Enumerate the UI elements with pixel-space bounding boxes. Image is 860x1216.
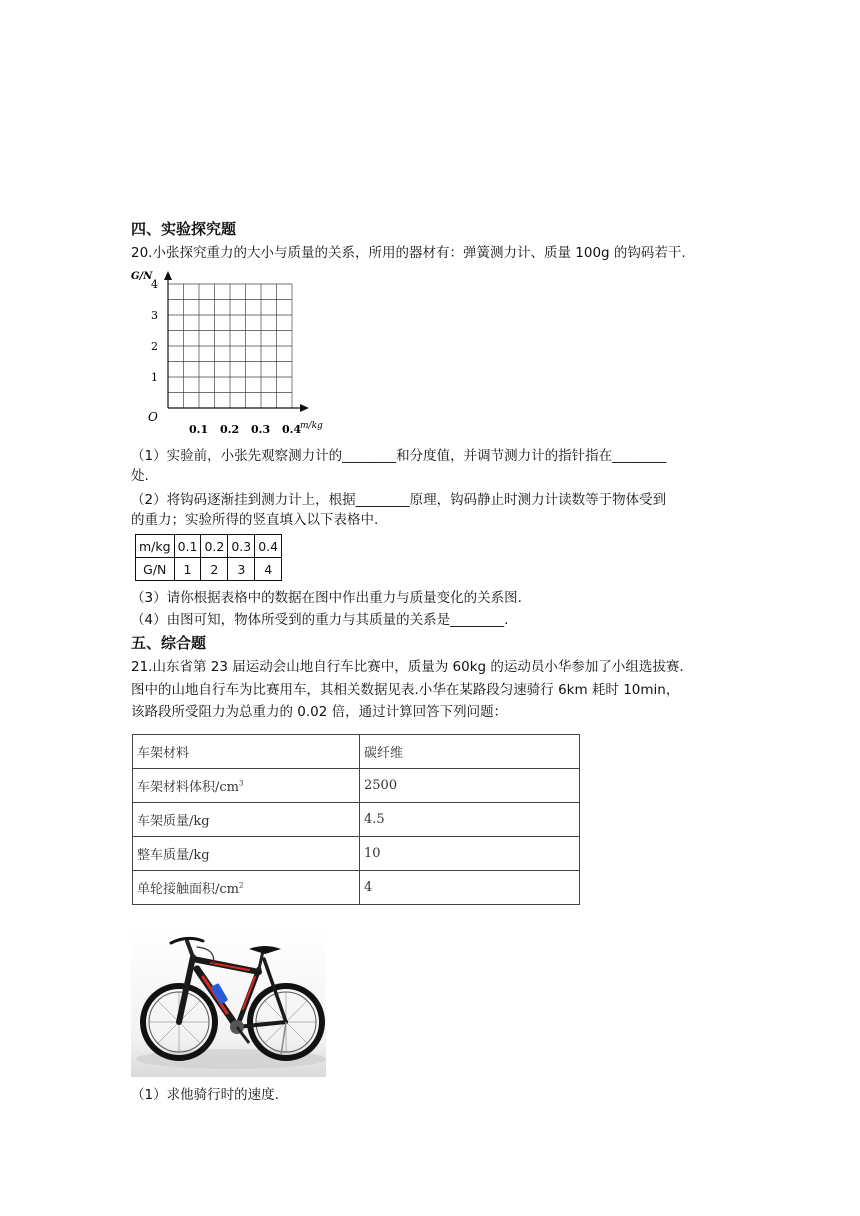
table-cell: 3 <box>228 558 255 581</box>
bike-data-table <box>132 734 580 905</box>
table-cell-value: 碳纤维 <box>360 735 580 769</box>
table-row <box>133 837 580 871</box>
y-axis-label: G/N <box>131 271 153 282</box>
table-cell-label: 车架材料体积$/cm^3$ <box>133 769 360 803</box>
question-20-part-1-line-1: （1）实验前，小张先观察测力计的________和分度值，并调节测力计的指针指在________ <box>131 448 667 464</box>
table-cell: 0.3 <box>228 535 255 558</box>
weight-mass-graph <box>128 268 323 440</box>
y-tick-label: 3 <box>151 309 158 322</box>
question-21-line-2: 图中的山地自行车为比赛用车，其相关数据见表.小华在某路段匀速骑行 6km 耗时 10min， <box>131 682 680 698</box>
table-cell-value: 4.5 <box>360 803 580 837</box>
y-tick-label: 4 <box>151 278 158 291</box>
question-21-line-1: 21.山东省第 23 届运动会山地自行车比赛中，质量为 60kg 的运动员小华参加了小组选拔赛. <box>131 659 684 675</box>
x-tick-label: 0.4 <box>282 423 302 436</box>
x-tick-label: 0.3 <box>251 423 271 436</box>
table-cell: 0.2 <box>201 535 228 558</box>
table-row <box>133 769 580 803</box>
section-heading-comprehensive: 五、综合题 <box>131 634 207 652</box>
table-cell-label: 车架质量/kg <box>133 803 360 837</box>
question-20-part-4: （4）由图可知，物体所受到的重力与其质量的关系是________. <box>131 612 509 628</box>
table-cell: G/N <box>136 558 175 581</box>
x-axis-arrow-icon <box>300 404 309 412</box>
table-cell: 0.4 <box>255 535 282 558</box>
table-cell: 0.1 <box>174 535 201 558</box>
table-row <box>136 535 282 558</box>
table-row <box>136 558 282 581</box>
mass-weight-table <box>135 534 282 581</box>
table-row <box>133 735 580 769</box>
mountain-bike-image <box>131 927 326 1077</box>
y-tick-label: 2 <box>151 340 158 353</box>
table-row <box>133 803 580 837</box>
table-cell-label: 整车质量/kg <box>133 837 360 871</box>
table-cell-value: 2500 <box>360 769 580 803</box>
question-20-part-2-line-2: 的重力；实验所得的竖直填入以下表格中. <box>131 512 379 528</box>
section-heading-experiment: 四、实验探究题 <box>131 220 237 238</box>
y-axis-arrow-icon <box>164 271 172 280</box>
x-axis-label: m/kg <box>300 421 323 431</box>
y-tick-label: 1 <box>151 371 158 384</box>
question-20-part-2-line-1: （2）将钩码逐渐挂到测力计上，根据________原理，钩码静止时测力计读数等于物体受到 <box>131 492 667 508</box>
table-cell-value: 10 <box>360 837 580 871</box>
origin-label: O <box>148 410 158 424</box>
question-20-intro: 20.小张探究重力的大小与质量的关系，所用的器材有：弹簧测力计、质量 100g 的钩码若干. <box>131 245 686 261</box>
question-21-line-3: 该路段所受阻力为总重力的 0.02 倍，通过计算回答下列问题： <box>131 704 508 720</box>
table-row <box>133 871 580 905</box>
table-cell-value: 4 <box>360 871 580 905</box>
question-20-part-3: （3）请你根据表格中的数据在图中作出重力与质量变化的关系图. <box>131 590 522 606</box>
table-cell: 2 <box>201 558 228 581</box>
table-cell-label: 车架材料 <box>133 735 360 769</box>
table-cell: 4 <box>255 558 282 581</box>
question-20-part-1-line-2: 处. <box>131 468 149 484</box>
question-21-part-1: （1）求他骑行时的速度. <box>131 1087 279 1103</box>
x-tick-label: 0.1 <box>189 423 209 436</box>
table-cell-label: 单轮接触面积$/cm^2$ <box>133 871 360 905</box>
table-cell: 1 <box>174 558 201 581</box>
table-cell: m/kg <box>136 535 175 558</box>
x-tick-label: 0.2 <box>220 423 240 436</box>
